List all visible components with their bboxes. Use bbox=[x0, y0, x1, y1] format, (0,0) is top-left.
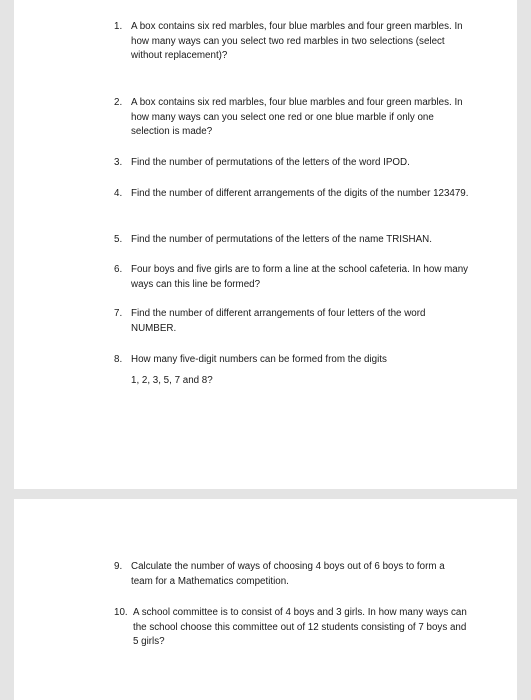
question-number: 2. bbox=[114, 97, 123, 108]
question-text: Find the number of different arrangements of the digits of the number 123479. bbox=[131, 188, 469, 199]
question-text: A box contains six red marbles, four blue marbles and four green marbles. In how many ways can you select one red or one blue marble if only one selection is made? bbox=[131, 97, 463, 137]
question-digits: 1, 2, 3, 5, 7 and 8? bbox=[131, 374, 213, 386]
question-text: A box contains six red marbles, four blue marbles and four green marbles. In how many ways can you select two red marbles in two selections (select without replacement)? bbox=[131, 21, 463, 61]
question-4 bbox=[114, 187, 469, 202]
question-8 bbox=[114, 353, 469, 388]
question-number: 7. bbox=[114, 308, 123, 319]
question-number: 10. bbox=[114, 607, 128, 618]
question-5 bbox=[114, 233, 469, 248]
question-number: 4. bbox=[114, 188, 123, 199]
question-10 bbox=[114, 606, 469, 650]
question-text: Calculate the number of ways of choosing 4 boys out of 6 boys to form a team for a Mathematics competition. bbox=[131, 561, 445, 587]
question-text: Four boys and five girls are to form a line at the school cafeteria. In how many ways can this line be formed? bbox=[131, 264, 469, 290]
question-number: 8. bbox=[114, 354, 123, 365]
question-number: 9. bbox=[114, 561, 123, 572]
question-text: A school committee is to consist of 4 boys and 3 girls. In how many ways can the school choose this committee out of 12 students consisting of 7 boys and 5 girls? bbox=[133, 607, 467, 647]
question-6 bbox=[114, 263, 469, 292]
question-2 bbox=[114, 96, 469, 140]
question-number: 1. bbox=[114, 21, 123, 32]
question-3 bbox=[114, 156, 469, 171]
question-7 bbox=[114, 307, 469, 336]
question-9 bbox=[114, 560, 469, 589]
worksheet-page-2 bbox=[14, 499, 517, 700]
question-text: Find the number of permutations of the letters of the name TRISHAN. bbox=[131, 234, 432, 245]
question-text: How many five-digit numbers can be formed from the digits bbox=[131, 354, 387, 365]
question-text: Find the number of permutations of the letters of the word IPOD. bbox=[131, 157, 410, 168]
question-number: 3. bbox=[114, 157, 123, 168]
question-number: 5. bbox=[114, 234, 123, 245]
question-text: Find the number of different arrangements of four letters of the word NUMBER. bbox=[131, 308, 426, 334]
question-number: 6. bbox=[114, 264, 123, 275]
question-1 bbox=[114, 20, 469, 64]
